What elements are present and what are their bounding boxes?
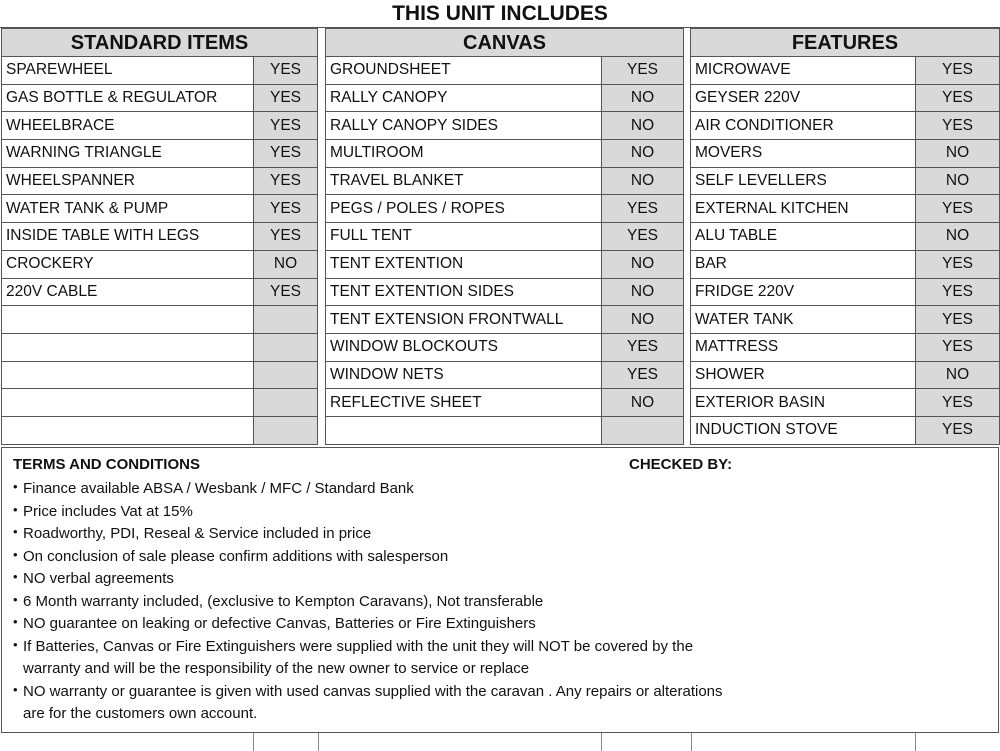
item-value: YES: [254, 57, 318, 85]
item-value: YES: [916, 57, 1000, 85]
table-row: [326, 306, 684, 334]
item-label: SELF LEVELLERS: [691, 167, 916, 195]
item-label: WATER TANK & PUMP: [2, 195, 254, 223]
standard-items-section: [1, 28, 318, 445]
item-value: YES: [602, 223, 684, 251]
table-row: [691, 167, 1000, 195]
item-value: [602, 416, 684, 444]
table-row: [2, 250, 318, 278]
item-label: AIR CONDITIONER: [691, 112, 916, 140]
item-label: BAR: [691, 250, 916, 278]
table-row: [326, 140, 684, 168]
terms-heading: TERMS AND CONDITIONS: [13, 456, 200, 473]
item-value: NO: [602, 389, 684, 417]
item-label: WARNING TRIANGLE: [2, 140, 254, 168]
item-label: [2, 389, 254, 417]
canvas-table: [325, 28, 684, 445]
features-table: [690, 28, 1000, 445]
item-label: 220V CABLE: [2, 278, 254, 306]
item-value: YES: [254, 223, 318, 251]
item-value: YES: [916, 306, 1000, 334]
item-value: YES: [602, 57, 684, 85]
item-label: ALU TABLE: [691, 223, 916, 251]
table-row: [326, 333, 684, 361]
table-row: [2, 306, 318, 334]
item-value: YES: [254, 140, 318, 168]
item-label: MOVERS: [691, 140, 916, 168]
item-label: REFLECTIVE SHEET: [326, 389, 602, 417]
terms-item: • NO verbal agreements: [13, 568, 733, 591]
item-label: [326, 416, 602, 444]
terms-item: • NO warranty or guarantee is given with used canvas supplied with the caravan . Any repairs or alterations are for the customers own account.: [13, 681, 733, 726]
item-value: YES: [916, 416, 1000, 444]
item-value: YES: [254, 112, 318, 140]
item-value: YES: [254, 278, 318, 306]
item-label: EXTERIOR BASIN: [691, 389, 916, 417]
table-row: [2, 416, 318, 444]
terms-list: [13, 478, 733, 726]
table-row: [2, 333, 318, 361]
sheet-title: THIS UNIT INCLUDES: [0, 0, 1000, 28]
table-row: [326, 361, 684, 389]
item-label: MULTIROOM: [326, 140, 602, 168]
table-row: [2, 112, 318, 140]
item-value: [254, 416, 318, 444]
table-row: [691, 306, 1000, 334]
item-value: YES: [916, 195, 1000, 223]
item-value: NO: [602, 167, 684, 195]
item-value: NO: [916, 223, 1000, 251]
table-row: [2, 278, 318, 306]
table-row: [691, 361, 1000, 389]
table-row: [2, 389, 318, 417]
item-label: RALLY CANOPY: [326, 84, 602, 112]
item-label: MATTRESS: [691, 333, 916, 361]
item-label: WATER TANK: [691, 306, 916, 334]
grid-divider: [318, 733, 319, 751]
item-value: YES: [254, 84, 318, 112]
grid-divider: [601, 733, 602, 751]
table-row: [691, 84, 1000, 112]
table-row: [326, 57, 684, 85]
table-row: [2, 140, 318, 168]
item-label: [2, 361, 254, 389]
item-label: SPAREWHEEL: [2, 57, 254, 85]
features-section: [690, 28, 1000, 445]
item-label: [2, 333, 254, 361]
item-value: YES: [916, 112, 1000, 140]
item-label: WINDOW NETS: [326, 361, 602, 389]
terms-item: • If Batteries, Canvas or Fire Extinguishers were supplied with the unit they will NOT be covered by the warranty and will be the responsibility of the new owner to service or replace: [13, 636, 733, 681]
item-label: FULL TENT: [326, 223, 602, 251]
item-value: YES: [602, 333, 684, 361]
item-value: NO: [916, 140, 1000, 168]
terms-item: • 6 Month warranty included, (exclusive to Kempton Caravans), Not transferable: [13, 591, 733, 614]
table-row: [691, 278, 1000, 306]
item-label: RALLY CANOPY SIDES: [326, 112, 602, 140]
table-row: [691, 389, 1000, 417]
terms-item: • Roadworthy, PDI, Reseal & Service included in price: [13, 523, 733, 546]
item-value: NO: [602, 306, 684, 334]
table-row: [326, 112, 684, 140]
standard-items-table: [1, 28, 318, 445]
bottom-grid-strip: [1, 733, 999, 751]
item-value: NO: [602, 140, 684, 168]
grid-divider: [915, 733, 916, 751]
item-value: [254, 389, 318, 417]
table-row: [2, 223, 318, 251]
table-row: [691, 250, 1000, 278]
item-value: YES: [916, 333, 1000, 361]
item-label: GROUNDSHEET: [326, 57, 602, 85]
terms-item: • NO guarantee on leaking or defective Canvas, Batteries or Fire Extinguishers: [13, 613, 733, 636]
item-label: FRIDGE 220V: [691, 278, 916, 306]
item-label: TENT EXTENSION FRONTWALL: [326, 306, 602, 334]
item-value: NO: [602, 278, 684, 306]
item-label: GEYSER 220V: [691, 84, 916, 112]
table-row: [326, 84, 684, 112]
item-label: EXTERNAL KITCHEN: [691, 195, 916, 223]
terms-item: • Finance available ABSA / Wesbank / MFC / Standard Bank: [13, 478, 733, 501]
table-row: [691, 195, 1000, 223]
grid-divider: [253, 733, 254, 751]
item-value: [254, 361, 318, 389]
table-row: [691, 223, 1000, 251]
item-value: NO: [602, 250, 684, 278]
table-row: [326, 195, 684, 223]
canvas-section: [325, 28, 684, 445]
item-label: CROCKERY: [2, 250, 254, 278]
item-value: YES: [916, 84, 1000, 112]
item-value: [254, 306, 318, 334]
item-label: TRAVEL BLANKET: [326, 167, 602, 195]
item-value: YES: [916, 389, 1000, 417]
item-value: NO: [602, 84, 684, 112]
table-row: [2, 57, 318, 85]
table-row: [326, 389, 684, 417]
terms-item: • Price includes Vat at 15%: [13, 501, 733, 524]
item-label: [2, 306, 254, 334]
table-row: [326, 250, 684, 278]
table-row: [326, 167, 684, 195]
table-row: [2, 361, 318, 389]
item-label: TENT EXTENTION: [326, 250, 602, 278]
item-label: MICROWAVE: [691, 57, 916, 85]
item-label: [2, 416, 254, 444]
table-row: [2, 167, 318, 195]
table-row: [691, 333, 1000, 361]
table-row: [326, 416, 684, 444]
item-value: YES: [602, 361, 684, 389]
item-label: WHEELBRACE: [2, 112, 254, 140]
item-label: PEGS / POLES / ROPES: [326, 195, 602, 223]
table-row: [691, 57, 1000, 85]
standard-items-heading: STANDARD ITEMS: [2, 29, 318, 57]
terms-and-conditions-box: [1, 447, 999, 733]
canvas-heading: CANVAS: [326, 29, 684, 57]
item-value: [254, 333, 318, 361]
item-value: YES: [916, 278, 1000, 306]
table-row: [691, 140, 1000, 168]
item-value: YES: [254, 167, 318, 195]
grid-divider: [691, 733, 692, 751]
table-row: [691, 416, 1000, 444]
item-label: GAS BOTTLE & REGULATOR: [2, 84, 254, 112]
table-row: [2, 195, 318, 223]
features-heading: FEATURES: [691, 29, 1000, 57]
terms-item: • On conclusion of sale please confirm additions with salesperson: [13, 546, 733, 569]
item-value: YES: [602, 195, 684, 223]
item-value: YES: [254, 195, 318, 223]
table-row: [691, 112, 1000, 140]
item-label: WINDOW BLOCKOUTS: [326, 333, 602, 361]
item-label: INSIDE TABLE WITH LEGS: [2, 223, 254, 251]
item-value: NO: [916, 361, 1000, 389]
table-row: [326, 278, 684, 306]
item-label: SHOWER: [691, 361, 916, 389]
item-value: YES: [916, 250, 1000, 278]
item-label: INDUCTION STOVE: [691, 416, 916, 444]
checked-by-label: CHECKED BY:: [629, 456, 733, 473]
item-value: NO: [602, 112, 684, 140]
item-label: WHEELSPANNER: [2, 167, 254, 195]
item-label: TENT EXTENTION SIDES: [326, 278, 602, 306]
table-row: [2, 84, 318, 112]
table-row: [326, 223, 684, 251]
item-value: NO: [916, 167, 1000, 195]
item-value: NO: [254, 250, 318, 278]
